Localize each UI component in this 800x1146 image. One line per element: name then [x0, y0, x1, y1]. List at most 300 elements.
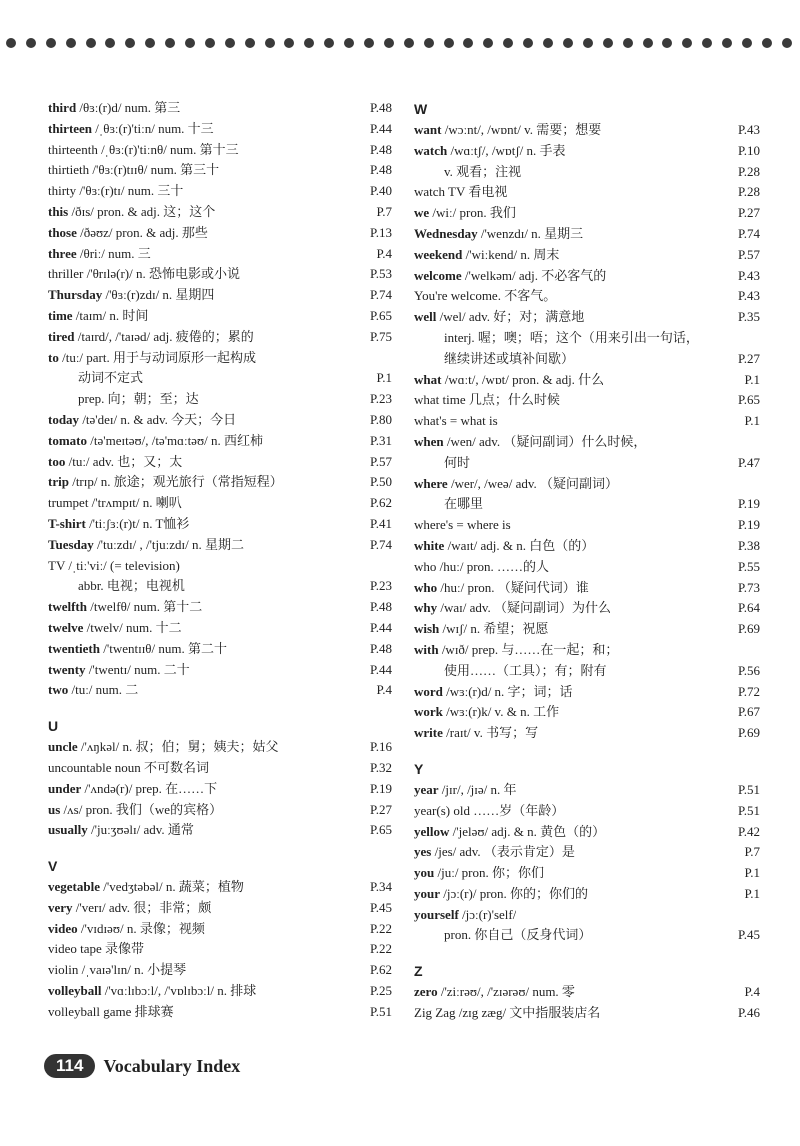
dot-icon [643, 38, 653, 48]
entry-text [48, 981, 256, 1002]
entry-text [48, 939, 144, 960]
vocab-entry [414, 224, 760, 245]
page-reference: P.1 [744, 885, 760, 901]
page-reference: P.55 [737, 558, 760, 574]
headword: your [414, 885, 440, 901]
definition: thriller /'θrɪlə(r)/ n. 恐怖电影或小说 [48, 266, 240, 282]
page-reference: P.65 [369, 822, 392, 838]
entry-text [48, 919, 205, 940]
definition: /tuː/ num. 二 [68, 682, 139, 698]
vocab-entry [48, 98, 392, 119]
vocab-entry [48, 431, 392, 452]
entry-text [48, 737, 279, 758]
entry-text [414, 536, 594, 557]
page-reference: P.51 [737, 802, 760, 818]
definition: /'vɑːlɪbɔːl/, /'vɒlɪbɔːl/ n. 排球 [101, 983, 257, 999]
headword: why [414, 600, 438, 616]
headword: write [414, 725, 443, 741]
definition: /'twentɪ/ num. 二十 [85, 661, 190, 677]
definition: /juː/ pron. 你；你们 [434, 865, 545, 881]
definition: video tape 录像带 [48, 941, 145, 957]
definition: /'juːʒʊəlɪ/ adv. 通常 [87, 822, 194, 838]
page-footer [44, 1052, 240, 1080]
page-reference: P.13 [369, 224, 392, 240]
entry-text [414, 515, 511, 536]
dot-icon [782, 38, 792, 48]
page-reference: P.74 [737, 225, 760, 241]
definition: /tə'meɪtəʊ/, /tə'mɑːtəʊ/ n. 西红柿 [87, 432, 263, 448]
headword: video [48, 920, 78, 936]
entry-text [48, 306, 148, 327]
entry-text [48, 202, 215, 223]
page-reference: P.57 [737, 246, 760, 262]
entry-text [48, 98, 180, 119]
definition: TV /ˌtiː'viː/ (= television) [48, 557, 180, 573]
page-number-badge: 114 [44, 1054, 95, 1078]
entry-text [48, 556, 180, 577]
headword: welcome [414, 267, 462, 283]
definition: /θɜː(r)d/ num. 第三 [76, 100, 181, 115]
vocab-entry [414, 162, 760, 183]
page-reference: P.69 [737, 725, 760, 741]
entry-text [48, 779, 217, 800]
definition: /wɔːnt/, /wɒnt/ v. 需要；想要 [441, 122, 602, 137]
entry-text [48, 680, 138, 701]
entry-text [414, 307, 584, 328]
headword: year [414, 781, 439, 797]
entry-text [48, 800, 222, 821]
page-reference: P.51 [369, 1003, 392, 1019]
entry-text [414, 925, 591, 946]
vocab-entry [48, 556, 392, 577]
definition: /wɪð/ prep. 与……在一起；和； [438, 641, 619, 657]
headword: tomato [48, 432, 87, 448]
headword: what [414, 371, 442, 387]
definition: /huː/ pron. （疑问代词）谁 [437, 579, 589, 595]
headword: time [48, 307, 73, 323]
headword: twenty [48, 661, 86, 677]
headword: yellow [414, 823, 450, 839]
dot-icon [225, 38, 235, 48]
definition: /wel/ adv. 好；对；满意地 [436, 309, 585, 325]
vocab-entry [414, 474, 760, 495]
vocab-entry [48, 472, 392, 493]
dot-icon [762, 38, 772, 48]
headword: with [414, 641, 439, 657]
entry-text [414, 1003, 600, 1024]
definition: You're welcome. 不客气。 [414, 288, 557, 304]
page-reference: P.44 [369, 120, 392, 136]
vocab-entry [48, 306, 392, 327]
page-reference: P.7 [376, 203, 392, 219]
vocab-entry [414, 286, 760, 307]
headword: trip [48, 474, 69, 490]
page-reference: P.16 [369, 739, 392, 755]
vocab-entry [48, 348, 392, 369]
entry-text [48, 348, 256, 369]
dot-icon [523, 38, 533, 48]
entry-text [48, 758, 209, 779]
vocab-entry [48, 223, 392, 244]
vocab-entry [414, 598, 760, 619]
vocab-entry [48, 389, 392, 410]
page-reference: P.65 [737, 392, 760, 408]
vocab-entry [48, 368, 392, 389]
vocab-entry [48, 140, 392, 161]
definition: /'twentɪɪθ/ num. 第二十 [100, 640, 228, 656]
dot-icon [503, 38, 513, 48]
vocab-entry [48, 981, 392, 1002]
entry-text [414, 390, 560, 411]
definition: /jes/ adv. （表示肯定）是 [431, 844, 575, 860]
vocab-entry [414, 349, 760, 370]
page-reference: P.28 [737, 184, 760, 200]
headword: we [414, 205, 430, 221]
page-reference: P.69 [737, 621, 760, 637]
entry-text [414, 661, 607, 682]
dot-icon [46, 38, 56, 48]
headword: twelve [48, 619, 84, 635]
page-reference: P.4 [744, 984, 760, 1000]
definition: pron. 你自己（反身代词） [444, 927, 592, 943]
entry-text [414, 494, 483, 515]
vocab-entry [48, 285, 392, 306]
page-reference: P.38 [737, 537, 760, 553]
page-reference: P.80 [369, 411, 392, 427]
entry-text [48, 285, 214, 306]
definition: /'wiːkend/ n. 周末 [462, 246, 560, 262]
footer-title: Vocabulary Index [103, 1055, 241, 1076]
definition: uncountable noun 不可数名词 [48, 759, 210, 775]
definition: thirtieth /'θɜː(r)tɪɪθ/ num. 第三十 [48, 162, 220, 178]
headword: weekend [414, 246, 463, 262]
dot-icon [26, 38, 36, 48]
page-reference: P.40 [369, 183, 392, 199]
page-reference: P.48 [369, 141, 392, 157]
vocab-entry [48, 327, 392, 348]
page-reference: P.48 [369, 100, 392, 115]
headword: Wednesday [414, 225, 478, 241]
page-reference: P.72 [737, 683, 760, 699]
vocab-entry [414, 328, 760, 349]
entry-text [414, 120, 601, 141]
entry-text [414, 328, 699, 349]
vocab-entry [414, 661, 760, 682]
entry-text [414, 453, 470, 474]
vocab-entry [48, 576, 392, 597]
entry-text [414, 245, 559, 266]
entry-text [48, 639, 227, 660]
headword: today [48, 411, 80, 427]
definition: /wɑːtʃ/, /wɒtʃ/ n. 手表 [447, 142, 566, 158]
page-reference: P.19 [737, 517, 760, 533]
page-reference: P.45 [369, 899, 392, 915]
vocab-entry [414, 390, 760, 411]
headword: volleyball [48, 983, 102, 999]
page-reference: P.46 [737, 1005, 760, 1021]
dot-icon [344, 38, 354, 48]
vocab-entry [414, 411, 760, 432]
definition: /twelfθ/ num. 第十二 [87, 599, 203, 615]
vocab-entry [414, 370, 760, 391]
vocab-entry [48, 779, 392, 800]
vocab-entry [414, 619, 760, 640]
page-reference: P.47 [737, 454, 760, 470]
dot-icon [66, 38, 76, 48]
dot-icon [444, 38, 454, 48]
page-reference: P.32 [369, 759, 392, 775]
definition: what's = what is [414, 413, 498, 429]
headword: you [414, 865, 435, 881]
definition: /wɜː(r)d/ n. 字；词；话 [442, 683, 573, 699]
definition: /'vɪdɪəʊ/ n. 录像；视频 [77, 920, 205, 936]
decorative-dot-border [2, 38, 800, 50]
dot-icon [284, 38, 294, 48]
dot-icon [6, 38, 16, 48]
page-reference: P.57 [369, 453, 392, 469]
page-reference: P.31 [369, 432, 392, 448]
page-reference: P.27 [737, 350, 760, 366]
entry-text [414, 162, 521, 183]
vocab-entry [48, 639, 392, 660]
dot-icon [86, 38, 96, 48]
definition: /'tiːʃɜː(r)t/ n. T恤衫 [85, 515, 190, 531]
definition: /'vedʒtəbəl/ n. 蔬菜；植物 [99, 879, 244, 895]
entry-text [48, 264, 240, 285]
definition: abbr. 电视；电视机 [78, 578, 185, 594]
entry-text [414, 474, 618, 495]
entry-text [414, 702, 559, 723]
vocab-entry [414, 203, 760, 224]
page-reference: P.74 [369, 536, 392, 552]
dot-icon [563, 38, 573, 48]
headword: word [414, 683, 443, 699]
headword: want [414, 122, 442, 137]
page-reference: P.62 [369, 962, 392, 978]
entry-text [414, 780, 517, 801]
vocab-entry [414, 453, 760, 474]
headword: those [48, 224, 77, 240]
page-reference: P.23 [369, 391, 392, 407]
entry-text [414, 982, 575, 1003]
vocab-entry [414, 982, 760, 1003]
entry-text [414, 640, 618, 661]
page-reference: P.1 [744, 413, 760, 429]
definition: thirteenth /ˌθɜː(r)'tiːnθ/ num. 第十三 [48, 141, 239, 157]
vocab-entry [414, 307, 760, 328]
definition: /ˌθɜː(r)'tiːn/ num. 十三 [92, 120, 214, 136]
dot-icon [702, 38, 712, 48]
entry-text [414, 801, 564, 822]
definition: Zig Zag /zɪg zæg/ 文中指服装店名 [414, 1005, 601, 1021]
definition: /jɔː(r)'self/ [458, 906, 517, 922]
vocab-entry [48, 244, 392, 265]
definition: /trɪp/ n. 旅途；观光旅行（常指短程） [68, 474, 283, 490]
page-reference: P.22 [369, 941, 392, 957]
definition: 在哪里 [444, 496, 484, 512]
entry-text [48, 327, 254, 348]
entry-text [414, 822, 605, 843]
entry-text [414, 411, 498, 432]
headword: Tuesday [48, 536, 94, 552]
page-reference: P.10 [737, 142, 760, 158]
headword: twentieth [48, 640, 100, 656]
entry-text [414, 578, 589, 599]
entry-text [48, 514, 189, 535]
entry-text [414, 141, 566, 162]
headword: three [48, 245, 77, 261]
vocab-entry [414, 925, 760, 946]
page-reference: P.19 [737, 496, 760, 512]
vocab-entry [48, 1002, 392, 1023]
definition: watch TV 看电视 [414, 184, 508, 200]
entry-text [48, 368, 143, 389]
section-letter: W [414, 101, 428, 117]
vocab-entry [48, 939, 392, 960]
page-reference: P.42 [737, 823, 760, 839]
dot-icon [463, 38, 473, 48]
dot-icon [384, 38, 394, 48]
definition: /tuː/ part. 用于与动词原形一起构成 [58, 349, 257, 365]
vocab-entry [414, 515, 760, 536]
vocab-entry [48, 919, 392, 940]
definition: /wiː/ pron. 我们 [429, 205, 516, 221]
entry-text [414, 432, 646, 453]
entry-text [414, 884, 588, 905]
dot-icon [583, 38, 593, 48]
definition: /taɪrd/, /'taɪəd/ adj. 疲倦的；累的 [74, 328, 254, 344]
dot-icon [682, 38, 692, 48]
vocab-entry [48, 758, 392, 779]
headword: usually [48, 822, 88, 838]
vocab-entry [414, 578, 760, 599]
page-reference: P.65 [369, 307, 392, 323]
definition: where's = where is [414, 517, 511, 533]
definition: /'ʌndə(r)/ prep. 在……下 [81, 780, 218, 796]
definition: /waɪt/ adj. & n. 白色（的） [444, 537, 595, 553]
entry-text [48, 960, 186, 981]
vocab-entry [414, 1003, 760, 1024]
headword: yourself [414, 906, 459, 922]
vocab-entry [414, 801, 760, 822]
entry-text [48, 119, 214, 140]
entry-text [48, 431, 263, 452]
dot-icon [324, 38, 334, 48]
headword: wish [414, 621, 440, 637]
definition: /jɔː(r)/ pron. 你的；你们的 [440, 885, 589, 901]
headword: T-shirt [48, 515, 86, 531]
definition: /ðəʊz/ pron. & adj. 那些 [76, 224, 208, 240]
page-reference: P.1 [744, 865, 760, 881]
definition: interj. 喔；噢；唔；这个（用来引出一句话， [444, 329, 699, 345]
vocab-entry [48, 181, 392, 202]
page-reference: P.51 [737, 781, 760, 797]
section-letter: Z [414, 963, 423, 980]
definition: /taɪm/ n. 时间 [72, 307, 149, 323]
definition: 何时 [444, 454, 471, 470]
dot-icon [265, 38, 275, 48]
definition: v. 观看；注视 [444, 163, 522, 179]
headword: where [414, 475, 448, 491]
vocab-entry [414, 432, 760, 453]
definition: violin /ˌvaɪə'lɪn/ n. 小提琴 [48, 962, 187, 978]
entry-text [48, 618, 182, 639]
vocab-entry [414, 494, 760, 515]
vocab-entry [48, 160, 392, 181]
page-reference: P.4 [376, 682, 392, 698]
entry-text [414, 863, 544, 884]
entry-text [414, 182, 507, 203]
page-reference: P.45 [737, 927, 760, 943]
headword: uncle [48, 739, 78, 755]
entry-text [414, 905, 516, 926]
vocab-entry [48, 660, 392, 681]
headword: zero [414, 984, 438, 1000]
vocab-entry [414, 723, 760, 744]
dot-icon [623, 38, 633, 48]
headword: twelfth [48, 599, 87, 615]
headword: thirteen [48, 120, 93, 136]
page-reference: P.1 [744, 371, 760, 387]
entry-text [414, 266, 606, 287]
headword: under [48, 780, 82, 796]
dot-icon [424, 38, 434, 48]
definition: /raɪt/ v. 书写；写 [442, 725, 539, 741]
page-reference: P.7 [744, 844, 760, 860]
vocab-entry [48, 202, 392, 223]
entry-text [48, 223, 208, 244]
definition: /tuː/ adv. 也；又；太 [65, 453, 183, 469]
entry-text [414, 598, 611, 619]
page-reference: P.23 [369, 578, 392, 594]
definition: /wɪʃ/ n. 希望；祝愿 [439, 621, 549, 637]
vocab-entry [48, 452, 392, 473]
definition: 使用……（工具）；有；附有 [444, 662, 607, 678]
entry-text [414, 286, 556, 307]
definition: /tə'deɪ/ n. & adv. 今天；今日 [79, 411, 237, 427]
definition: thirty /'θɜː(r)tɪ/ num. 三十 [48, 183, 184, 199]
page-reference: P.4 [376, 245, 392, 261]
vocab-entry [48, 877, 392, 898]
vocab-entry [414, 640, 760, 661]
vocab-entry [48, 618, 392, 639]
page-reference: P.28 [737, 163, 760, 179]
definition: /jɪr/, /jɪə/ n. 年 [438, 781, 517, 797]
vocab-entry [414, 905, 760, 926]
vocab-entry [414, 141, 760, 162]
definition: /'ʌŋkəl/ n. 叔；伯；舅；姨夫；姑父 [77, 739, 279, 755]
section-letter: U [48, 718, 59, 735]
definition: what time 几点；什么时候 [414, 392, 560, 408]
entry-text [414, 619, 548, 640]
page-reference: P.22 [369, 920, 392, 936]
page-reference: P.74 [369, 287, 392, 303]
page-reference: P.67 [737, 704, 760, 720]
entry-text [48, 140, 239, 161]
page-reference: P.27 [369, 801, 392, 817]
headword: yes [414, 844, 432, 860]
vocab-entry [414, 182, 760, 203]
headword: to [48, 349, 59, 365]
dot-icon [245, 38, 255, 48]
page-reference: P.43 [737, 267, 760, 283]
dot-icon [483, 38, 493, 48]
definition: /ʌs/ pron. 我们（we的宾格） [60, 801, 223, 817]
entry-text [48, 576, 185, 597]
vocab-entry [48, 264, 392, 285]
definition: /ðɪs/ pron. & adj. 这；这个 [68, 203, 216, 219]
page-reference: P.25 [369, 983, 392, 999]
